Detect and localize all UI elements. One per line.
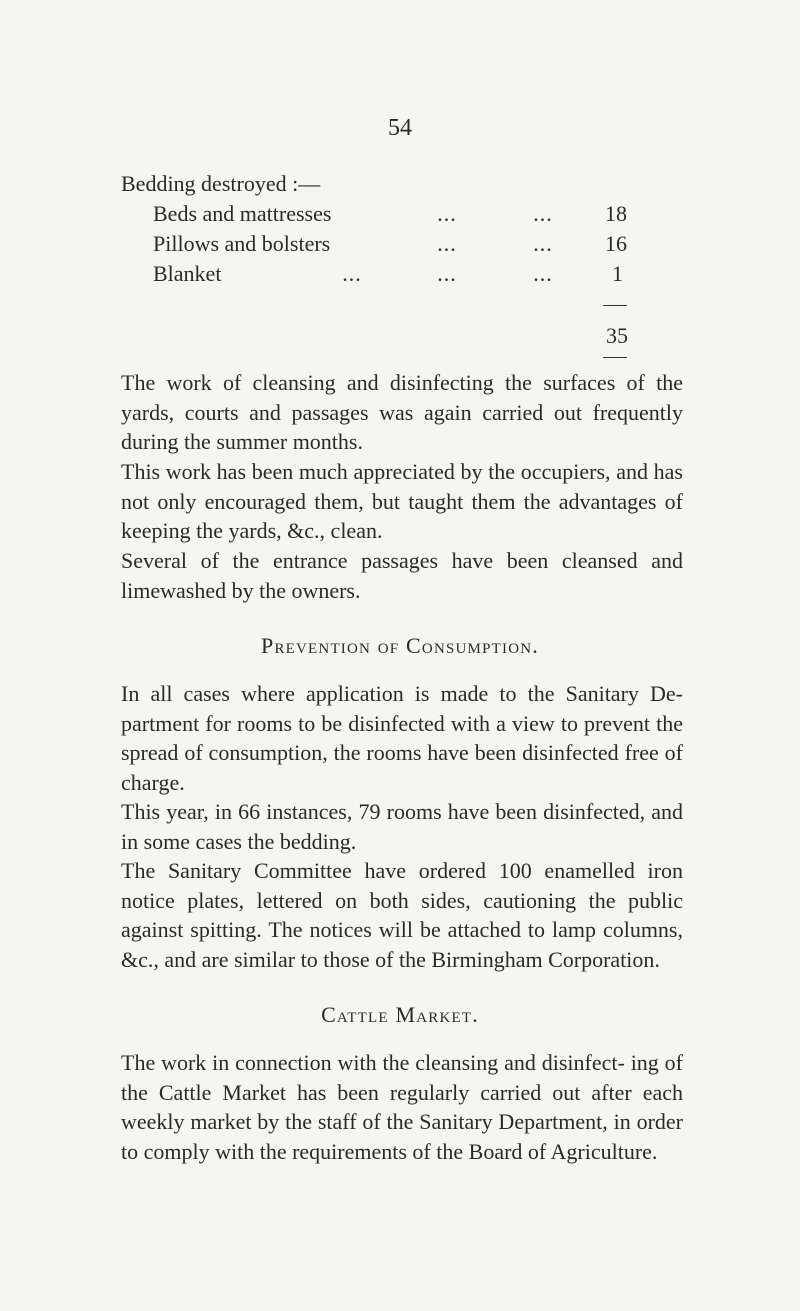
paragraph-consumption-disinfection: In all cases where application is made to the Sanitary De- partment for rooms to be disinfected with a view to prevent the spread of consumption, the rooms have been disinfected free of charge.	[121, 681, 683, 795]
bedding-row-pillows	[153, 231, 635, 261]
leader-dots: ...	[533, 201, 553, 226]
total-rule-bottom	[603, 357, 627, 358]
leader-dots: ...	[437, 261, 457, 286]
total-rule-top	[603, 305, 627, 306]
leader-dots: ...	[437, 201, 457, 226]
paragraph-entrance-passages: Several of the entrance passages have been cleansed and limewashed by the owners.	[121, 548, 683, 603]
leader-dots: ...	[437, 231, 457, 256]
bedding-item-value: 18	[605, 201, 627, 226]
paragraph-cattle-market: The work in connection with the cleansing and disinfect- ing of the Cattle Market has been regularly carried out after each weekly market by the staff of the Sanitary Department, in order to comply with the requirements of the Board of Agriculture.	[121, 1050, 683, 1164]
bedding-heading: Bedding destroyed :—	[121, 171, 321, 196]
bedding-item-label: Pillows and bolsters	[153, 231, 331, 256]
paragraph-appreciation: This work has been much appreciated by the occupiers, and has not only encouraged them, but taught them the advantages of keeping the yards, &c., clean.	[121, 459, 683, 544]
leader-dots: ...	[533, 231, 553, 256]
bedding-item-value: 16	[605, 231, 627, 256]
paragraph-cleansing-work: The work of cleansing and disinfecting the surfaces of the yards, courts and passages was again carried out frequently during the summer months.	[121, 370, 683, 455]
section-heading-prevention-of-consumption: Prevention of Consumption.	[261, 633, 539, 658]
bedding-item-value: 1	[612, 261, 623, 286]
paragraph-notice-plates: The Sanitary Committee have ordered 100 enamelled iron notice plates, lettered on both sides, cautioning the public against spitting. The notices will be attached to lamp columns, &c., and are similar to those of the Birmingham Corporation.	[121, 858, 683, 972]
paragraph-instances: This year, in 66 instances, 79 rooms have been disinfected, and in some cases the bedding.	[121, 799, 683, 854]
bedding-total: 35	[606, 323, 628, 348]
leader-dots: ...	[533, 261, 553, 286]
page-number: 54	[388, 115, 412, 141]
bedding-row-beds	[153, 201, 635, 231]
section-heading-cattle-market: Cattle Market.	[321, 1002, 479, 1027]
leader-dots: ...	[342, 261, 362, 286]
bedding-row-blanket	[153, 261, 635, 291]
bedding-item-label: Beds and mattresses	[153, 201, 332, 226]
bedding-item-label: Blanket	[153, 261, 222, 286]
